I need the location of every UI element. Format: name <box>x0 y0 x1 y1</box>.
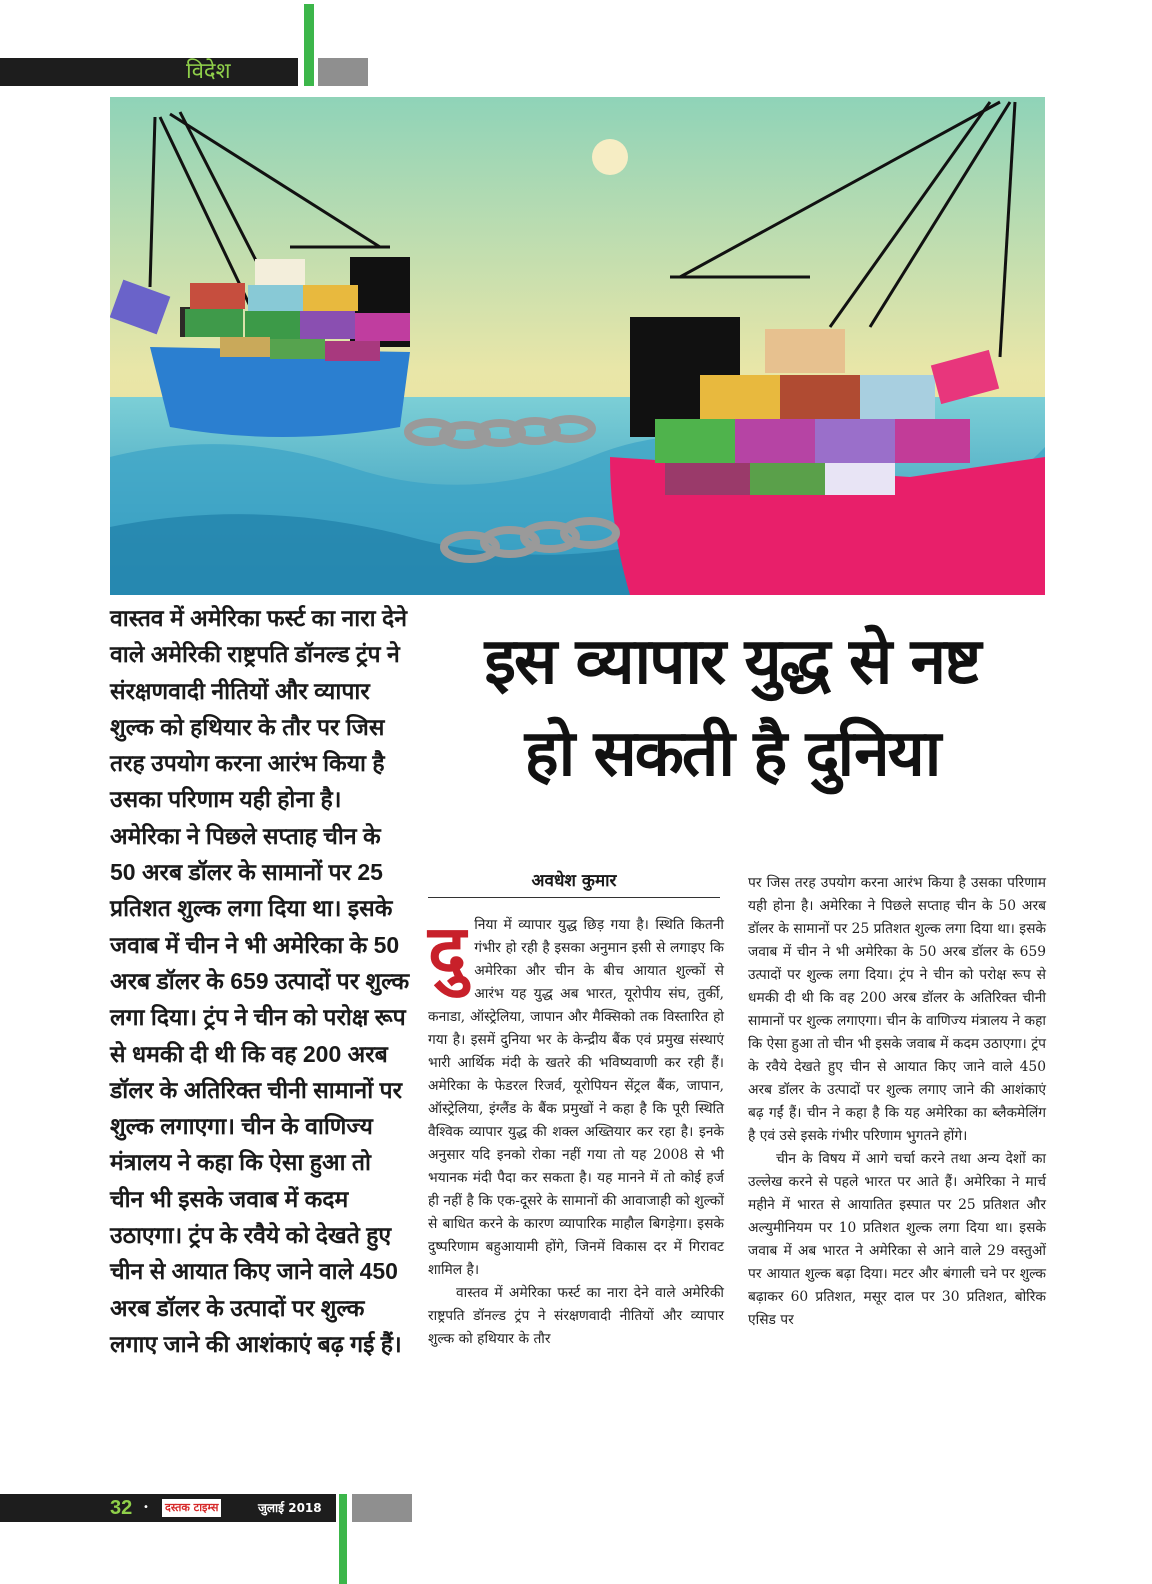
article-paragraph: चीन के विषय में आगे चर्चा करने तथा अन्य देशों का उल्लेख करने से पहले भारत पर आते हैं। अमेरिका ने मार्च महीने में भारत से आयातित इस्पात पर 25 प्रतिशत और अल्युमीनियम पर 10 प्रतिशत शुल्क लगा दिया था। इसके जवाब में अब भारत ने अमेरिका से आने वाले 29 वस्तुओं पर आयात शुल्क बढ़ा दिया। मटर और बंगाली चने पर शुल्क बढ़ाकर 60 प्रतिशत, मसूर दाल पर 30 प्रतिशत, बोरिक एसिड पर <box>748 1151 1046 1328</box>
article-column-2 <box>748 872 1046 1332</box>
headline-line-1: इस व्यापार युद्ध से नष्ट <box>484 625 980 699</box>
magazine-logo: दस्तक टाइम्स <box>162 1499 221 1517</box>
article-paragraph: पर जिस तरह उपयोग करना आरंभ किया है उसका परिणाम यही होना है। अमेरिका ने पिछले सप्ताह चीन के 50 अरब डॉलर के सामानों पर 25 प्रतिशत शुल्क लगा दिया था। इसके जवाब में चीन ने भी अमेरिका के 50 अरब डॉलर के 659 उत्पादों पर शुल्क लगा दिया। ट्रंप ने चीन को परोक्ष रूप से धमकी दी थी कि वह 200 अरब डॉलर के अतिरिक्त चीनी सामानों पर शुल्क लगाएगा। चीन के वाणिज्य मंत्रालय ने कहा कि ऐसा हुआ तो चीन भी इसके जवाब में कदम उठाएगा। ट्रंप के रवैये देखते हुए चीन से आयात किए जाने वाले 450 अरब डॉलर के उत्पादों पर शुल्क लगाए जाने की आशंकाएं बढ़ गईं हैं। चीन ने कहा है कि यह अमेरिका का ब्लैकमेलिंग है एवं उसे इसके गंभीर परिणाम भुगतने होंगे। <box>748 875 1046 1144</box>
pull-quote: वास्तव में अमेरिका फर्स्ट का नारा देने वाले अमेरिकी राष्ट्रपति डॉनल्ड ट्रंप ने संरक्षणवादी नीतियों और व्यापार शुल्क को हथियार के तौर पर जिस तरह उपयोग करना आरंभ किया है उसका परिणाम यही होना है। अमेरिका ने पिछले सप्ताह चीन के 50 अरब डॉलर के सामानों पर 25 प्रतिशत शुल्क लगा दिया था। इसके जवाब में चीन ने भी अमेरिका के 50 अरब डॉलर के 659 उत्पादों पर शुल्क लगा दिया। ट्रंप ने चीन को परोक्ष रूप से धमकी दी थी कि वह 200 अरब डॉलर के अतिरिक्त चीनी सामानों पर शुल्क लगाएगा। चीन के वाणिज्य मंत्रालय ने कहा कि ऐसा हुआ तो चीन भी इसके जवाब में कदम उठाएगा। ट्रंप के रवैये को देखते हुए चीन से आयात किए जाने वाले 450 अरब डॉलर के उत्पादों पर शुल्क लगाए जाने की आशंकाएं बढ़ गई हैं। <box>110 605 410 1357</box>
header-gray-block <box>318 58 368 86</box>
footer-separator: • <box>143 1502 149 1513</box>
headline-line-2: हो सकती है दुनिया <box>524 717 940 791</box>
article-column-1 <box>428 909 724 1351</box>
page-number: 32 <box>110 1497 133 1519</box>
cover-illustration <box>110 97 1045 595</box>
drop-cap: दु <box>428 909 467 993</box>
article-headline <box>418 616 1046 800</box>
article-paragraph: वास्तव में अमेरिका फर्स्ट का नारा देने वाले अमेरिकी राष्ट्रपति डॉनल्ड ट्रंप ने संरक्षणवादी नीतियों और व्यापार शुल्क को हथियार के तौर <box>428 1285 724 1347</box>
issue-date: जुलाई 2018 <box>258 1501 322 1515</box>
section-label: विदेश <box>186 59 231 84</box>
article-paragraph <box>428 909 724 1282</box>
footer-gray-block <box>352 1494 412 1522</box>
paragraph-text: निया में व्यापार युद्ध छिड़ गया है। स्थिति कितनी गंभीर हो रही है इसका अनुमान इसी से लगाइए कि अमेरिका और चीन के बीच आयात शुल्कों से आरंभ यह युद्ध अब भारत, यूरोपीय संघ, तुर्की, कनाडा, ऑस्ट्रेलिया, जापान और मैक्सिको तक विस्तारित हो गया है। इसमें दुनिया भर के केन्द्रीय बैंक एवं प्रमुख संस्थाएं भारी आर्थिक मंदी के खतरे की भविष्यवाणी कर रही हैं। अमेरिका के फेडरल रिजर्व, यूरोपियन सेंट्रल बैंक, जापान, ऑस्ट्रेलिया, इंग्लैंड के बैंक प्रमुखों ने कहा है कि पूरी स्थिति वैश्विक व्यापार युद्ध की शक्ल अख्तियार कर रहा है। इनके अनुसार यदि इनको रोका नहीं गया तो यह 2008 से भी भयानक मंदी पैदा कर सकता है। यह मानने में तो कोई हर्ज ही नहीं है कि एक-दूसरे के सामानों की आवाजाही को शुल्कों से बाधित करने के कारण व्यापारिक माहौल बिगड़ेगा। इसके दुष्परिणाम बहुआयामी होंगे, जिनमें विकास दर में गिरावट शामिल है। <box>428 917 724 1278</box>
header-accent-bar <box>304 4 314 86</box>
footer-accent-bar <box>339 1494 347 1584</box>
section-header-bar <box>0 58 298 86</box>
byline: अवधेश कुमार <box>428 868 720 898</box>
